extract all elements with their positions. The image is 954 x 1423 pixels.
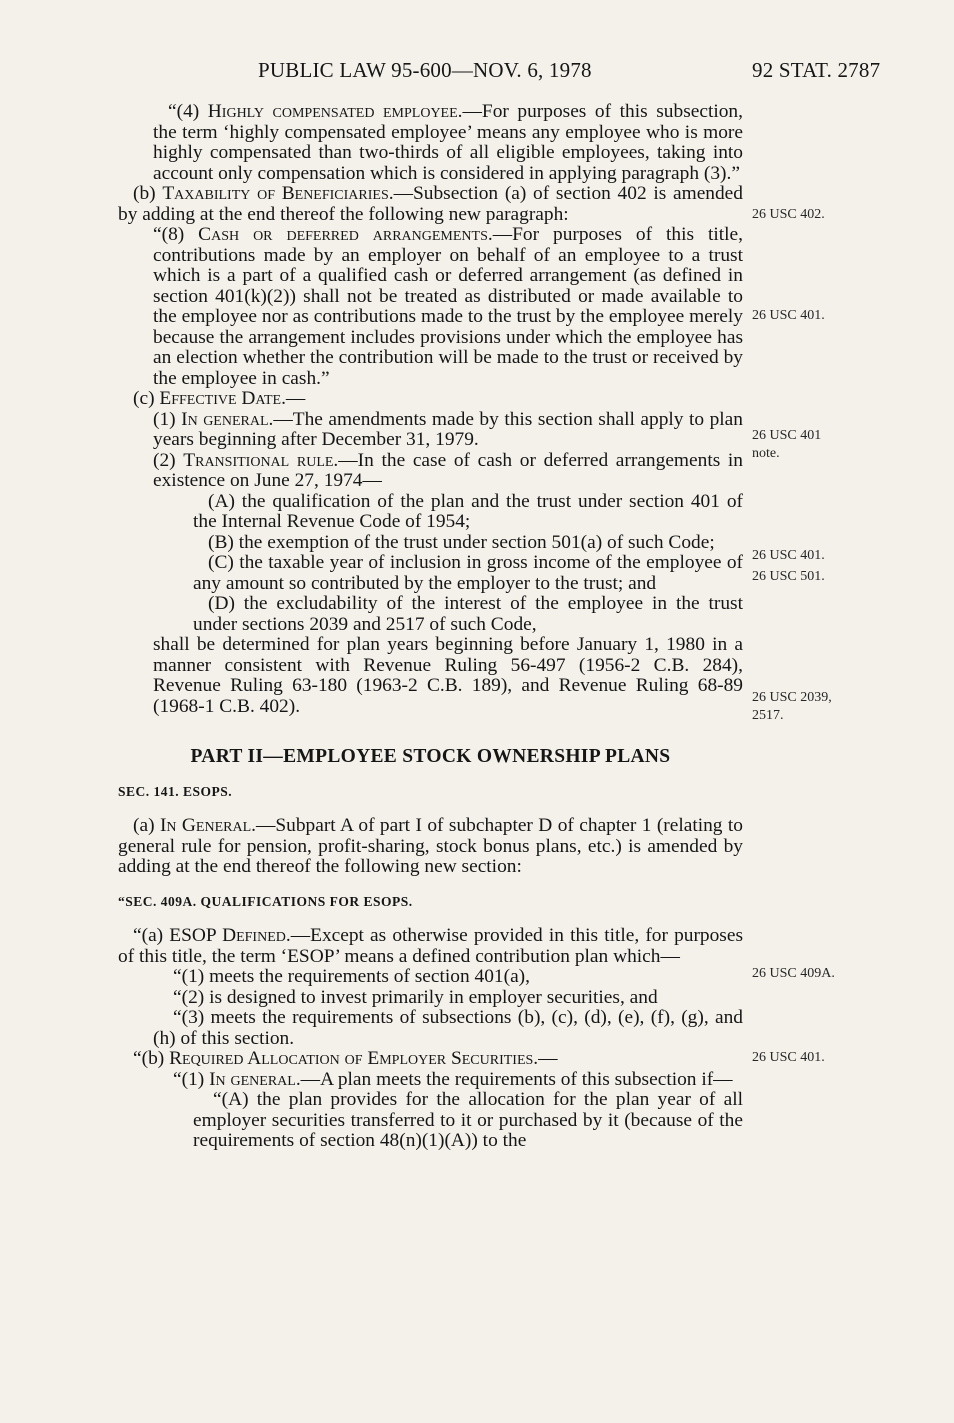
margin-note-2517: 2517.	[752, 708, 784, 723]
paragraph-item-c: (C) the taxable year of inclusion in gross income of the employee of any amount so contributed by the employer to the trust; and	[193, 552, 743, 594]
header-title: PUBLIC LAW 95-600—NOV. 6, 1978	[258, 58, 592, 82]
running-header	[0, 58, 954, 88]
margin-note-2039: 26 USC 2039,	[752, 690, 832, 705]
margin-note-401-note: 26 USC 401	[752, 428, 822, 443]
paragraph-esop-in-general: (a) In General.—Subpart A of part I of subchapter D of chapter 1 (relating to general rule for pension, profit-sharing, stock bonus plans, etc.) is amended by adding at the end thereof the following new section:	[118, 815, 743, 877]
paragraph-esop-req-2: “(2) is designed to invest primarily in employer securities, and	[173, 986, 658, 1008]
paragraph-item-a: (A) the qualification of the plan and the trust under section 401 of the Internal Revenue Code of 1954;	[193, 490, 743, 532]
margin-note-401-note-suffix: note.	[752, 446, 780, 461]
paragraph-esop-req-3: “(3) meets the requirements of subsections (b), (c), (d), (e), (f), (g), and (h) of this section.	[153, 1007, 743, 1049]
section-heading-141: SEC. 141. ESOPS.	[118, 783, 233, 799]
paragraph-allocation-a: “(A) the plan provides for the allocation for the plan year of all employer securities transferred to it or purchased by it (because of the requirements of section 48(n)(1)(A)) to the	[193, 1089, 743, 1151]
margin-note-401-c: 26 USC 401.	[752, 1050, 825, 1065]
section-heading-409a: “SEC. 409A. QUALIFICATIONS FOR ESOPS.	[118, 893, 413, 909]
header-page-citation: 92 STAT. 2787	[752, 58, 881, 82]
paragraph-transitional-rule: (2) Transitional rule.—In the case of cash or deferred arrangements in existence on June 27, 1974—	[153, 449, 743, 491]
paragraph-item-b: (B) the exemption of the trust under section 501(a) of such Code;	[208, 531, 715, 553]
paragraph-required-allocation: “(b) Required Allocation of Employer Securities.—	[133, 1048, 558, 1069]
paragraph-item-d: (D) the excludability of the interest of the employee in the trust under sections 2039 and 2517 of such Code,	[193, 593, 743, 635]
margin-note-501: 26 USC 501.	[752, 569, 825, 584]
paragraph-highly-compensated: “(4) Highly compensated employee.—For purposes of this subsection, the term ‘highly compensated employee’ means any employee who is more highly compensated than two-thirds of all eligible employees, taking into account only compensation which is considered in applying paragraph (3).”	[153, 101, 743, 184]
margin-note-409a: 26 USC 409A.	[752, 966, 835, 981]
paragraph-cash-deferred: “(8) Cash or deferred arrangements.—For purposes of this title, contributions made by an employer on behalf of an employee to a trust which is a part of a qualified cash or deferred arrangement (as defined in section 401(k)(2)) shall not be treated as distributed or made available to the employee nor as contributions made to the trust by the employee merely because the arrangement includes provisions under which the employee has an election whether the contribution will be made to the trust or received by the employee in cash.”	[153, 224, 743, 389]
paragraph-effective-date: (c) Effective Date.—	[133, 388, 306, 409]
margin-note-402: 26 USC 402.	[752, 207, 825, 222]
paragraph-taxability: (b) Taxability of Beneficiaries.—Subsection (a) of section 402 is amended by adding at the end thereof the following new paragraph:	[118, 183, 743, 225]
paragraph-shall-be-determined: shall be determined for plan years beginning before January 1, 1980 in a manner consistent with Revenue Ruling 56-497 (1956-2 C.B. 284), Revenue Ruling 63-180 (1963-2 C.B. 189), and Revenue Ruling 68-89 (1968-1 C.B. 402).	[153, 634, 743, 717]
paragraph-esop-defined: “(a) ESOP Defined.—Except as otherwise provided in this title, for purposes of this title, the term ‘ESOP’ means a defined contribution plan which—	[118, 925, 743, 967]
paragraph-esop-req-1: “(1) meets the requirements of section 401(a),	[173, 966, 530, 987]
main-text-column	[118, 102, 743, 1152]
part-title: PART II—EMPLOYEE STOCK OWNERSHIP PLANS	[190, 746, 671, 767]
margin-note-401-a: 26 USC 401.	[752, 308, 825, 323]
paragraph-in-general-1: (1) In general.—The amendments made by this section shall apply to plan years beginning after December 31, 1979.	[153, 408, 743, 450]
margin-note-401-b: 26 USC 401.	[752, 548, 825, 563]
paragraph-allocation-in-general: “(1) In general.—A plan meets the requirements of this subsection if—	[173, 1068, 733, 1090]
